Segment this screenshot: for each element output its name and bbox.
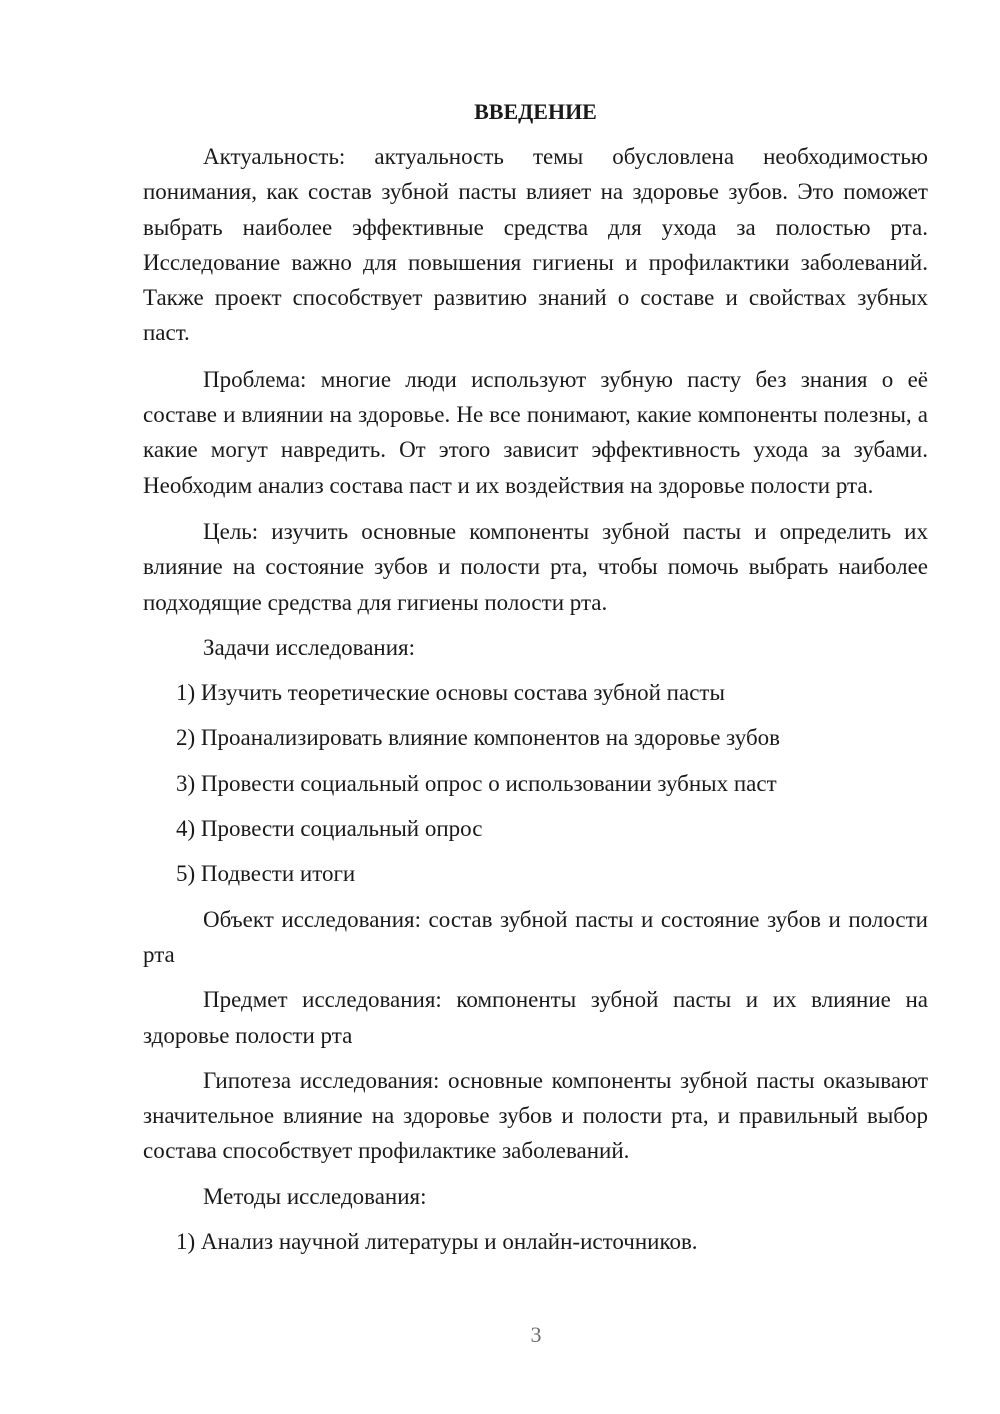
hypothesis-paragraph: Гипотеза исследования: основные компоненты зубной пасты оказывают значительное влияние на здоровье зубов и полости рта, и правильный выбор состава способствует профилактике заболеваний.	[143, 1067, 928, 1164]
subject-paragraph: Предмет исследования: компоненты зубной пасты и их влияние на здоровье полости рта	[143, 987, 928, 1048]
object-paragraph: Объект исследования: состав зубной пасты и состояние зубов и полости рта	[143, 906, 928, 967]
list-item: 1) Анализ научной литературы и онлайн-источников.	[176, 1229, 698, 1255]
tasks-title: Задачи исследования:	[203, 634, 416, 660]
section-heading: ВВЕДЕНИЕ	[474, 99, 597, 124]
list-item: 1) Изучить теоретические основы состава зубной пасты	[176, 680, 725, 706]
list-item: 5) Подвести итоги	[176, 861, 356, 887]
methods-title: Методы исследования:	[203, 1183, 427, 1209]
list-item: 2) Проанализировать влияние компонентов на здоровье зубов	[176, 725, 781, 751]
problem-paragraph: Проблема: многие люди используют зубную пасту без знания о её составе и влиянии на здоровье. Не все понимают, какие компоненты полезны, а какие могут навредить. От этого зависит эффективность ухода за зубами. Необходим анализ состава паст и их воздействия на здоровье полости рта.	[143, 366, 928, 498]
relevance-paragraph: Актуальность: актуальность темы обусловлена необходимостью понимания, как состав зубной пасты влияет на здоровье зубов. Это поможет выбрать наиболее эффективные средства для ухода за полостью рта. Исследование важно для повышения гигиены и профилактики заболеваний. Также проект способствует развитию знаний о составе и свойствах зубных паст.	[143, 144, 928, 346]
document-page	[143, 95, 928, 1259]
goal-paragraph: Цель: изучить основные компоненты зубной пасты и определить их влияние на состояние зубов и полости рта, чтобы помочь выбрать наиболее подходящие средства для гигиены полости рта.	[143, 518, 928, 615]
list-item: 4) Провести социальный опрос	[176, 816, 483, 842]
tasks-list	[143, 675, 928, 891]
list-item: 3) Провести социальный опрос о использовании зубных паст	[176, 770, 777, 796]
page-number: 3	[530, 1322, 542, 1347]
methods-list	[143, 1224, 928, 1259]
